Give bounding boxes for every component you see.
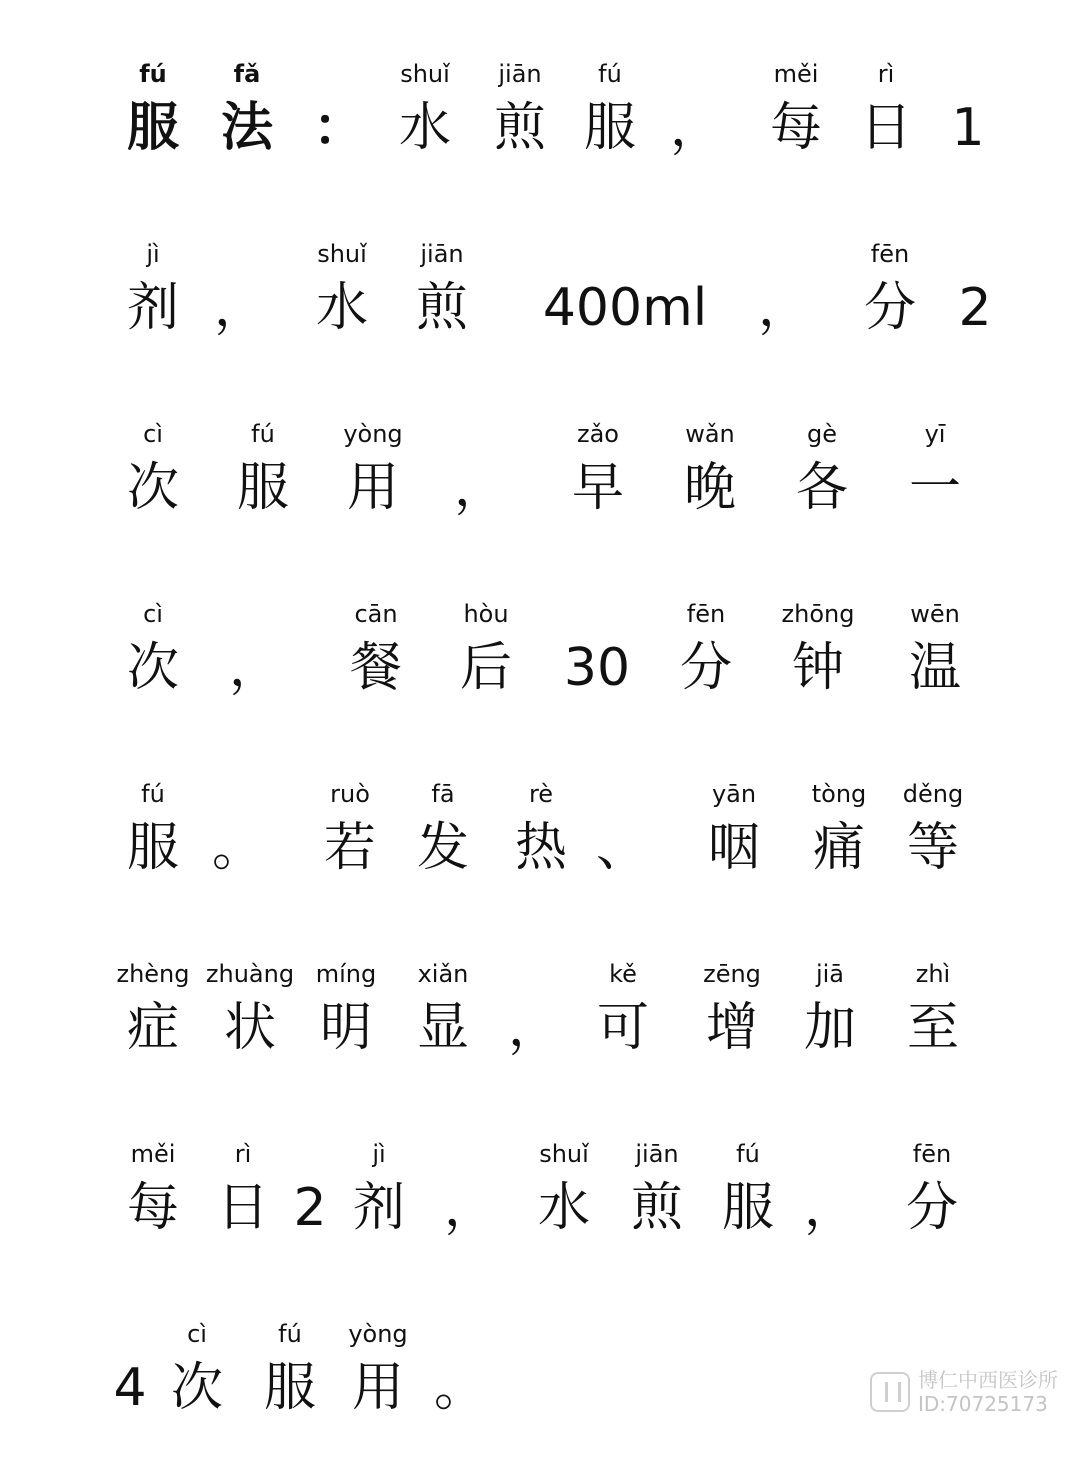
pinyin: jiā (815, 960, 845, 988)
hanzi: 若 (323, 818, 376, 878)
character-cell (430, 384, 530, 564)
text-line (0, 24, 1080, 204)
pinyin: děng (902, 780, 964, 808)
hanzi: 水 (537, 1178, 590, 1238)
character-cell (572, 744, 672, 924)
hanzi: 。 (433, 1358, 486, 1418)
hanzi: 餐 (349, 638, 402, 698)
character-cell (393, 744, 493, 924)
character-cell (200, 924, 300, 1104)
pinyin: fǎ (233, 60, 261, 88)
watermark (870, 1368, 1070, 1420)
hanzi: ， (453, 458, 506, 518)
hanzi: ， (213, 278, 266, 338)
pinyin: yòng (348, 1320, 408, 1348)
character-cell (607, 1104, 707, 1284)
pinyin: jiān (498, 60, 542, 88)
hanzi: 热 (514, 818, 567, 878)
hanzi: 煎 (493, 98, 546, 158)
character-cell (789, 744, 889, 924)
hanzi: 剂 (126, 278, 179, 338)
hanzi: 服 (263, 1358, 316, 1418)
hanzi: 日 (859, 98, 912, 158)
hanzi: 用 (346, 458, 399, 518)
pinyin: míng (315, 960, 377, 988)
hanzi: 服 (721, 1178, 774, 1238)
character-cell (547, 564, 647, 744)
pinyin: shuǐ (539, 1140, 589, 1168)
text-line (0, 204, 1080, 384)
pinyin: fēn (870, 240, 910, 268)
hanzi: 分 (905, 1178, 958, 1238)
character-cell (484, 924, 584, 1104)
pinyin: gè (807, 420, 837, 448)
hanzi: 后 (459, 638, 512, 698)
character-cell (646, 24, 746, 204)
hanzi: 症 (126, 998, 179, 1058)
character-cell (103, 924, 203, 1104)
character-cell (734, 204, 834, 384)
hanzi: 分 (863, 278, 916, 338)
character-cell (885, 384, 985, 564)
hanzi: 水 (315, 278, 368, 338)
hanzi: 。 (211, 818, 264, 878)
character-cell (780, 1104, 880, 1284)
character-cell (392, 204, 492, 384)
hanzi: ， (757, 278, 810, 338)
hanzi: 水 (398, 98, 451, 158)
character-cell (684, 744, 784, 924)
hanzi: ， (228, 638, 281, 698)
hanzi: 次 (126, 638, 179, 698)
hanzi: ， (507, 998, 560, 1058)
text-line (0, 564, 1080, 744)
pinyin: zǎo (577, 420, 619, 448)
hanzi: 4 (113, 1358, 147, 1418)
character-cell (326, 564, 426, 744)
character-cell (514, 1104, 614, 1284)
pinyin: rì (877, 60, 895, 88)
hanzi: 加 (803, 998, 856, 1058)
character-cell (436, 564, 536, 744)
pinyin: yī (924, 420, 946, 448)
pinyin: rè (528, 780, 554, 808)
character-cell (883, 924, 983, 1104)
pinyin: zhōng (781, 600, 855, 628)
text-line (0, 1104, 1080, 1284)
character-cell (147, 1284, 247, 1464)
hanzi: 一 (908, 458, 961, 518)
character-cell (323, 384, 423, 564)
pinyin: hòu (463, 600, 509, 628)
pinyin: cì (143, 420, 163, 448)
character-cell (190, 204, 290, 384)
character-cell (656, 564, 756, 744)
pinyin: jiān (420, 240, 464, 268)
hanzi: 、 (595, 818, 648, 878)
pinyin: cān (354, 600, 398, 628)
character-cell (520, 204, 708, 384)
pinyin: jiān (635, 1140, 679, 1168)
pinyin: wēn (910, 600, 960, 628)
hanzi: 每 (769, 98, 822, 158)
character-cell (682, 924, 782, 1104)
pinyin: yān (711, 780, 757, 808)
pinyin: wǎn (685, 420, 735, 448)
hanzi: 1 (951, 98, 985, 158)
hanzi: 30 (563, 638, 631, 698)
pinyin: fēn (686, 600, 726, 628)
pinyin: fā (431, 780, 455, 808)
pinyin: cì (187, 1320, 207, 1348)
hanzi: 明 (319, 998, 372, 1058)
hanzi: 用 (351, 1358, 404, 1418)
character-cell (746, 24, 846, 204)
character-cell (768, 564, 868, 744)
character-cell (103, 564, 203, 744)
pinyin: zhèng (116, 960, 190, 988)
hanzi: 发 (416, 818, 469, 878)
pinyin: rì (234, 1140, 252, 1168)
hanzi: 服 (126, 818, 179, 878)
pinyin: fú (598, 60, 622, 88)
character-cell (918, 24, 1018, 204)
hanzi: 增 (705, 998, 758, 1058)
character-cell (548, 384, 648, 564)
hanzi: 晚 (683, 458, 736, 518)
hanzi: 次 (126, 458, 179, 518)
hanzi: 2 (293, 1178, 327, 1238)
character-cell (213, 384, 313, 564)
hanzi: 法 (220, 98, 273, 158)
character-cell (882, 1104, 982, 1284)
text-line (0, 924, 1080, 1104)
character-cell (197, 24, 297, 204)
hanzi: 次 (170, 1358, 223, 1418)
hanzi: 至 (906, 998, 959, 1058)
character-cell (240, 1284, 340, 1464)
hanzi: 痛 (812, 818, 865, 878)
character-cell (188, 744, 288, 924)
hanzi: 煎 (415, 278, 468, 338)
pinyin: shuǐ (400, 60, 450, 88)
hanzi: 400ml (542, 278, 708, 338)
pinyin: ruò (330, 780, 370, 808)
pinyin: jì (372, 1140, 386, 1168)
character-cell (205, 564, 305, 744)
text-line (0, 384, 1080, 564)
pinyin: tòng (811, 780, 867, 808)
watermark-name: 博仁中西医诊所 (918, 1368, 1058, 1392)
hanzi: 各 (795, 458, 848, 518)
hanzi: 早 (571, 458, 624, 518)
character-cell (560, 24, 660, 204)
hanzi: 剂 (352, 1178, 405, 1238)
hanzi: ： (312, 98, 365, 158)
character-cell (393, 924, 493, 1104)
character-cell (660, 384, 760, 564)
pinyin: měi (130, 1140, 176, 1168)
hanzi: 可 (596, 998, 649, 1058)
character-cell (573, 924, 673, 1104)
hanzi: 日 (216, 1178, 269, 1238)
character-cell (925, 204, 1025, 384)
pinyin: kě (609, 960, 637, 988)
pinyin: měi (773, 60, 819, 88)
character-cell (289, 24, 389, 204)
hanzi: 钟 (791, 638, 844, 698)
hanzi: 煎 (630, 1178, 683, 1238)
pinyin: fú (139, 60, 167, 88)
hanzi: 服 (583, 98, 636, 158)
character-cell (296, 924, 396, 1104)
text-line (0, 744, 1080, 924)
hanzi: ， (803, 1178, 856, 1238)
character-cell (329, 1104, 429, 1284)
pinyin: xiǎn (417, 960, 469, 988)
pinyin: zhì (915, 960, 951, 988)
hanzi: 状 (223, 998, 276, 1058)
pinyin: fú (278, 1320, 302, 1348)
pinyin: cì (143, 600, 163, 628)
watermark-id: ID:70725173 (918, 1392, 1048, 1416)
hanzi: 2 (958, 278, 992, 338)
hanzi: 服 (236, 458, 289, 518)
character-cell (772, 384, 872, 564)
pinyin: fú (141, 780, 165, 808)
pinyin: shuǐ (317, 240, 367, 268)
character-cell (780, 924, 880, 1104)
character-cell (103, 1104, 203, 1284)
pinyin: jì (146, 240, 160, 268)
hanzi: ， (443, 1178, 496, 1238)
character-cell (420, 1104, 520, 1284)
character-cell (103, 384, 203, 564)
character-cell (375, 24, 475, 204)
character-cell (292, 204, 392, 384)
pinyin: zēng (703, 960, 761, 988)
hanzi: 服 (126, 98, 179, 158)
hanzi: 分 (679, 638, 732, 698)
character-cell (883, 744, 983, 924)
pinyin: fú (251, 420, 275, 448)
pinyin: fēn (912, 1140, 952, 1168)
pinyin: fú (736, 1140, 760, 1168)
character-cell (103, 24, 203, 204)
hanzi: 咽 (707, 818, 760, 878)
character-cell (470, 24, 570, 204)
pinyin: yòng (343, 420, 403, 448)
hanzi: 每 (126, 1178, 179, 1238)
hanzi: ， (669, 98, 722, 158)
character-cell (410, 1284, 510, 1464)
hanzi: 显 (416, 998, 469, 1058)
hanzi: 等 (906, 818, 959, 878)
clinic-logo-icon (870, 1372, 910, 1412)
character-cell (103, 204, 203, 384)
hanzi: 温 (908, 638, 961, 698)
character-cell (885, 564, 985, 744)
pinyin: zhuàng (205, 960, 295, 988)
character-cell (300, 744, 400, 924)
